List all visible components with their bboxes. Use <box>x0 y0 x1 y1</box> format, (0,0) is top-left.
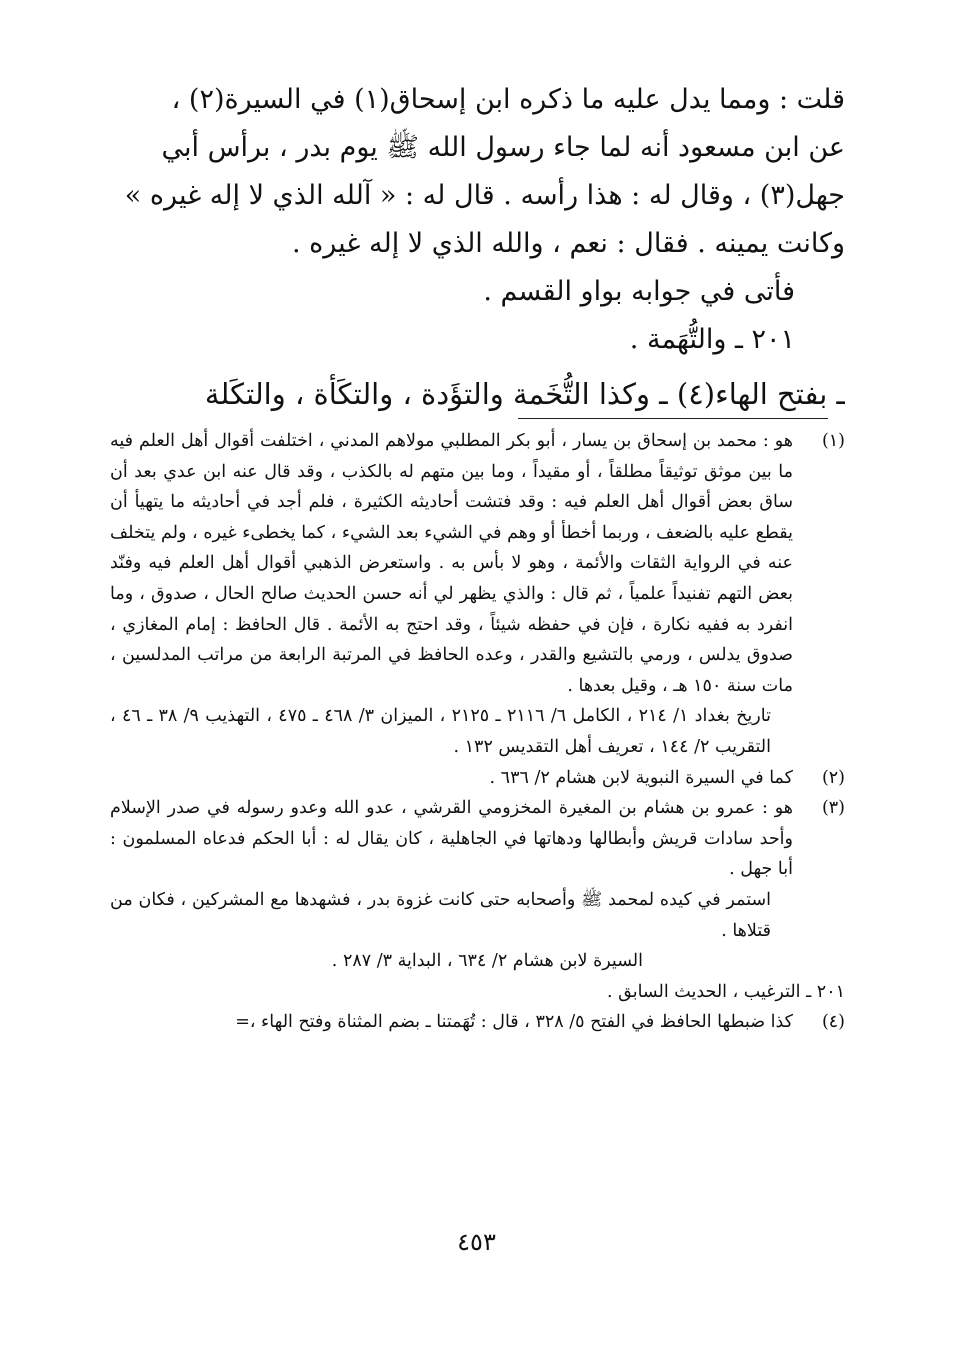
footnote-number: (٢) <box>821 767 845 788</box>
main-line: عن ابن مسعود أنه لما جاء رسول الله ﷺ يوم بدر ، برأس أبي <box>161 132 845 163</box>
footnote-text: كذا ضبطها الحافظ في الفتح ٥/ ٣٢٨ ، قال : تُهَمتنا ـ بضم المثناة وفتح الهاء ،= <box>235 1012 793 1033</box>
footnote-text: ٢٠١ ـ الترغيب ، الحديث السابق . <box>607 981 845 1002</box>
footnote-references: السيرة لابن هشام ٢/ ٦٣٤ ، البداية ٣/ ٢٨٧ . <box>331 951 643 972</box>
footnote-text: هو : عمرو بن هشام بن المغيرة المخزومي القرشي ، عدو الله وعدو رسوله في صدر الإسلام وأحد سادات قريش وأبطالها ودهاتها في الجاهلية ، كان يقال له : أبا الحكم فدعاه المسلمون : أبا جهل . <box>110 798 793 880</box>
main-line: جهل(٣) ، وقال له : هذا رأسه . قال له : « آلله الذي لا إله غيره » <box>125 180 845 211</box>
footnotes <box>110 426 845 1038</box>
footnote-divider <box>518 418 828 419</box>
page-number: ٤٥٣ <box>457 1228 496 1256</box>
hadith-heading: ٢٠١ ـ والتُّهَمة . <box>629 324 795 355</box>
footnote-4 <box>110 1007 845 1038</box>
footnote-201 <box>110 977 845 1008</box>
main-line: قلت : ومما يدل عليه ما ذكره ابن إسحاق(١) في السيرة(٢) ، <box>171 84 845 115</box>
footnote-number: (٤) <box>821 1012 845 1033</box>
footnote-number: (٣) <box>821 798 845 819</box>
footnote-text-continued: استمر في كيده لمحمد ﷺ وأصحابه حتى كانت غزوة بدر ، فشهدها مع المشركين ، فكان من قتلاها . <box>110 889 771 941</box>
footnote-1 <box>110 426 845 763</box>
footnote-references: تاريخ بغداد ١/ ٢١٤ ، الكامل ٦/ ٢١١٦ ـ ٢١٢٥ ، الميزان ٣/ ٤٦٨ ـ ٤٧٥ ، التهذيب ٩/ ٣٨ ـ ٤٦ ، التقريب ٢/ ١٤٤ ، تعريف أهل التقديس ١٣٢ . <box>110 706 771 757</box>
footnote-text: كما في السيرة النبوية لابن هشام ٢/ ٦٣٦ . <box>489 767 793 788</box>
footnote-2 <box>110 763 845 794</box>
main-line: وكانت يمينه . فقال : نعم ، والله الذي لا إله غيره . <box>291 228 845 259</box>
footnote-number: (١) <box>821 431 845 451</box>
main-line: فأتى في جوابه بواو القسم . <box>483 276 795 307</box>
main-text <box>125 76 845 418</box>
footnote-3 <box>110 793 845 977</box>
footnote-text: هو : محمد بن إسحاق بن يسار ، أبو بكر المطلبي مولاهم المدني ، اختلفت أقوال أهل العلم فيه ما بين موثق توثيقاً مطلقاً ، أو مقيداً ، وما بين متهم له بالكذب ، وقد قال عنه ابن عدي بعد أن ساق بعض أقوال أهل العلم فيه : وقد فتشت أحاديثه الكثيرة ، فلم أجد في أحاديثه ما يتهيأ أن يقطع عليه بالضعف ، وربما أخطأ أو وهم في الشيء بعد الشيء ، كما يخطىء غيره ، ولم يتخلف عنه في الرواية الثقات والأئمة ، وهو لا بأس به . واستعرض الذهبي أقوال أهل العلم فيه وفنّد بعض التهم تفنيداً علمياً ، ثم قال : والذي يظهر لي أنه حسن الحديث صالح الحال ، صدوق ، وما انفرد به ففيه نكارة ، فإن في حفظه شيئاً ، وقد احتج به الأئمة . قال الحافظ : إمام المغازي ، صدوق يدلس ، ورمي بالتشيع والقدر ، وعده الحافظ في المرتبة الرابعة من مراتب المدلسين ، مات سنة ١٥٠ هـ ، وقيل بعدها . <box>110 431 794 696</box>
main-line: ـ بفتح الهاء(٤) ـ وكذا التُّخَمة والتؤَدة ، والتكَأة ، والتكَلة <box>204 377 845 411</box>
